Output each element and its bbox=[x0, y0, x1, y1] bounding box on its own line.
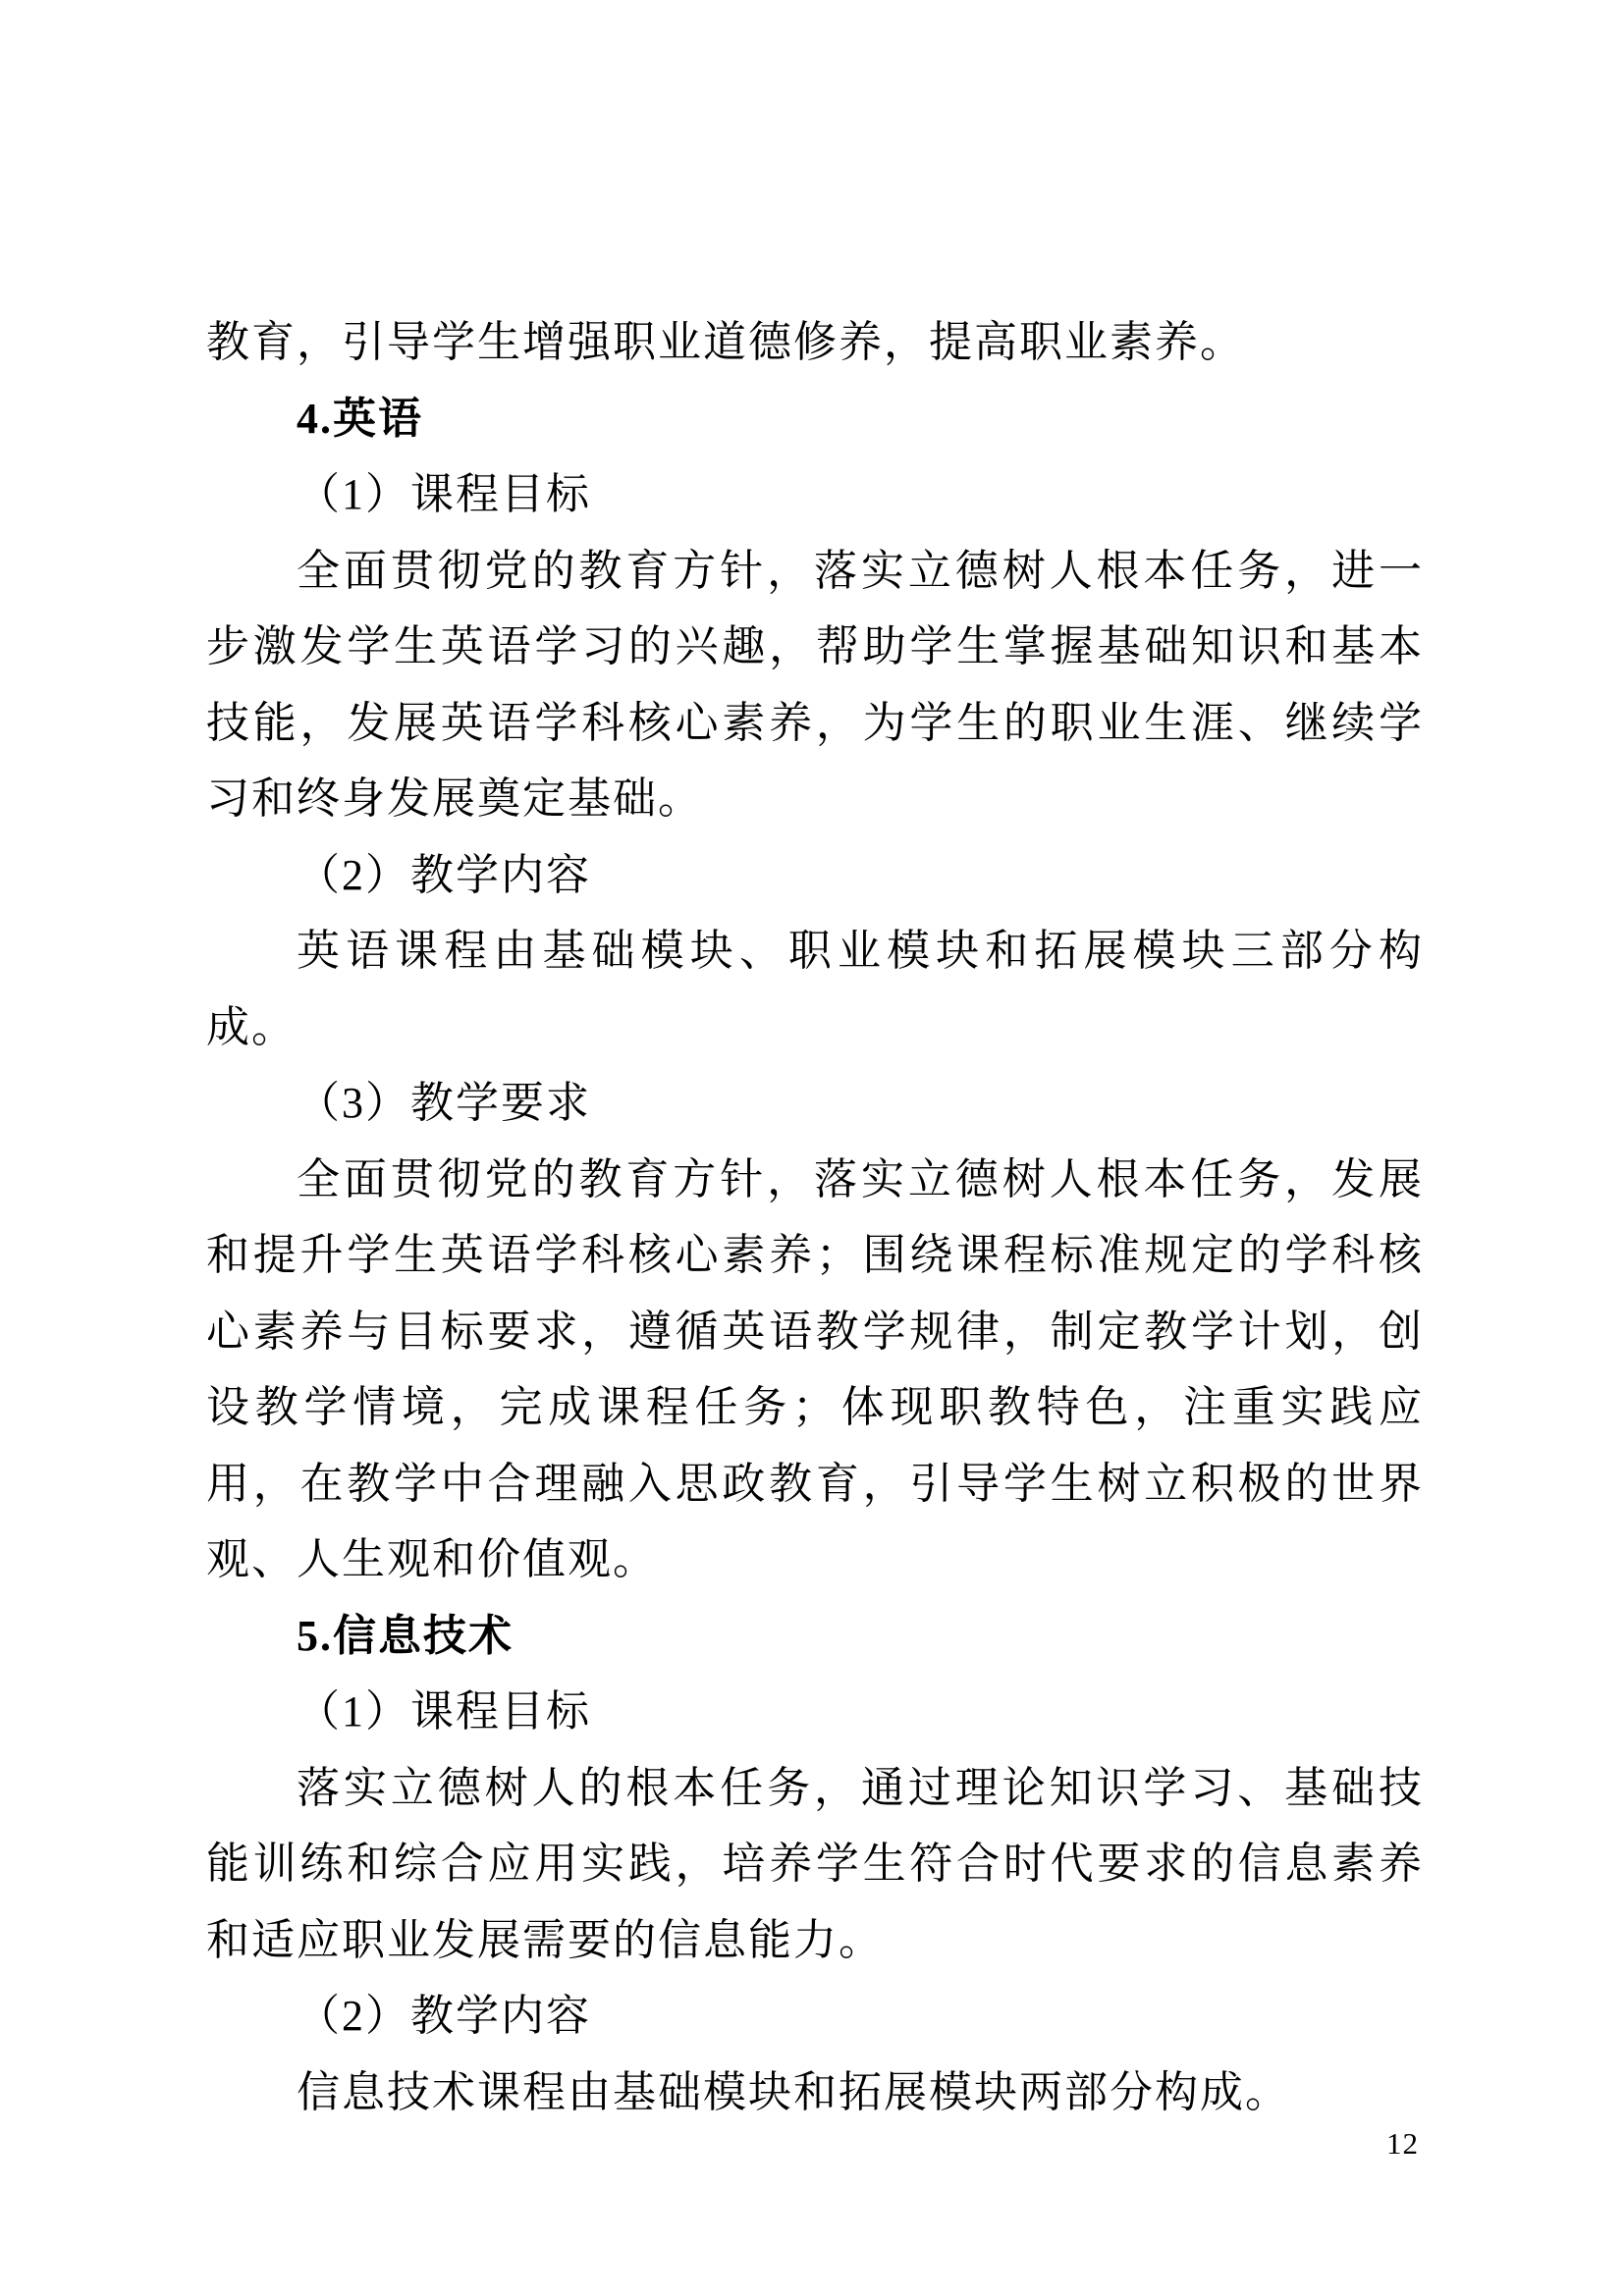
subheading-it-teaching-content: （2）教学内容 bbox=[297, 1992, 591, 2040]
paragraph-it-teaching-content: 信息技术课程由基础模块和拓展模块两部分构成。 bbox=[297, 2067, 1290, 2116]
subheading-english-teaching-content: （2）教学内容 bbox=[297, 850, 591, 899]
subheading-english-course-objectives: （1）课程目标 bbox=[297, 470, 591, 518]
section-heading-english: 4.英语 bbox=[297, 394, 423, 443]
paragraph-continuation-vocational-ethics: 教育，引导学生增强职业道德修养，提高职业素养。 bbox=[206, 318, 1245, 366]
paragraph-english-teaching-content: 英语课程由基础模块、职业模块和拓展模块三部分构成。 bbox=[206, 927, 1424, 1051]
section-heading-information-technology: 5.信息技术 bbox=[297, 1611, 514, 1660]
paragraph-english-teaching-requirements: 全面贯彻党的教育方针，落实立德树人根本任务，发展和提升学生英语学科核心素养；围绕课程标准规定的学科核心素养与目标要求，遵循英语教学规律，制定教学计划，创设教学情境，完成课程任务；体现职教特色，注重实践应用，在教学中合理融入思政教育，引导学生树立积极的世界观、人生观和价值观。 bbox=[206, 1154, 1424, 1583]
page-number: 12 bbox=[1386, 2126, 1419, 2161]
subheading-english-teaching-requirements: （3）教学要求 bbox=[297, 1079, 591, 1127]
text-block bbox=[206, 304, 1424, 2130]
paragraph-english-course-objectives: 全面贯彻党的教育方针，落实立德树人根本任务，进一步激发学生英语学习的兴趣，帮助学生掌握基础知识和基本技能，发展英语学科核心素养，为学生的职业生涯、继续学习和终身发展奠定基础。 bbox=[206, 546, 1424, 823]
subheading-it-course-objectives: （1）课程目标 bbox=[297, 1687, 591, 1735]
paragraph-it-course-objectives: 落实立德树人的根本任务，通过理论知识学习、基础技能训练和综合应用实践，培养学生符合时代要求的信息素养和适应职业发展需要的信息能力。 bbox=[206, 1763, 1424, 1964]
